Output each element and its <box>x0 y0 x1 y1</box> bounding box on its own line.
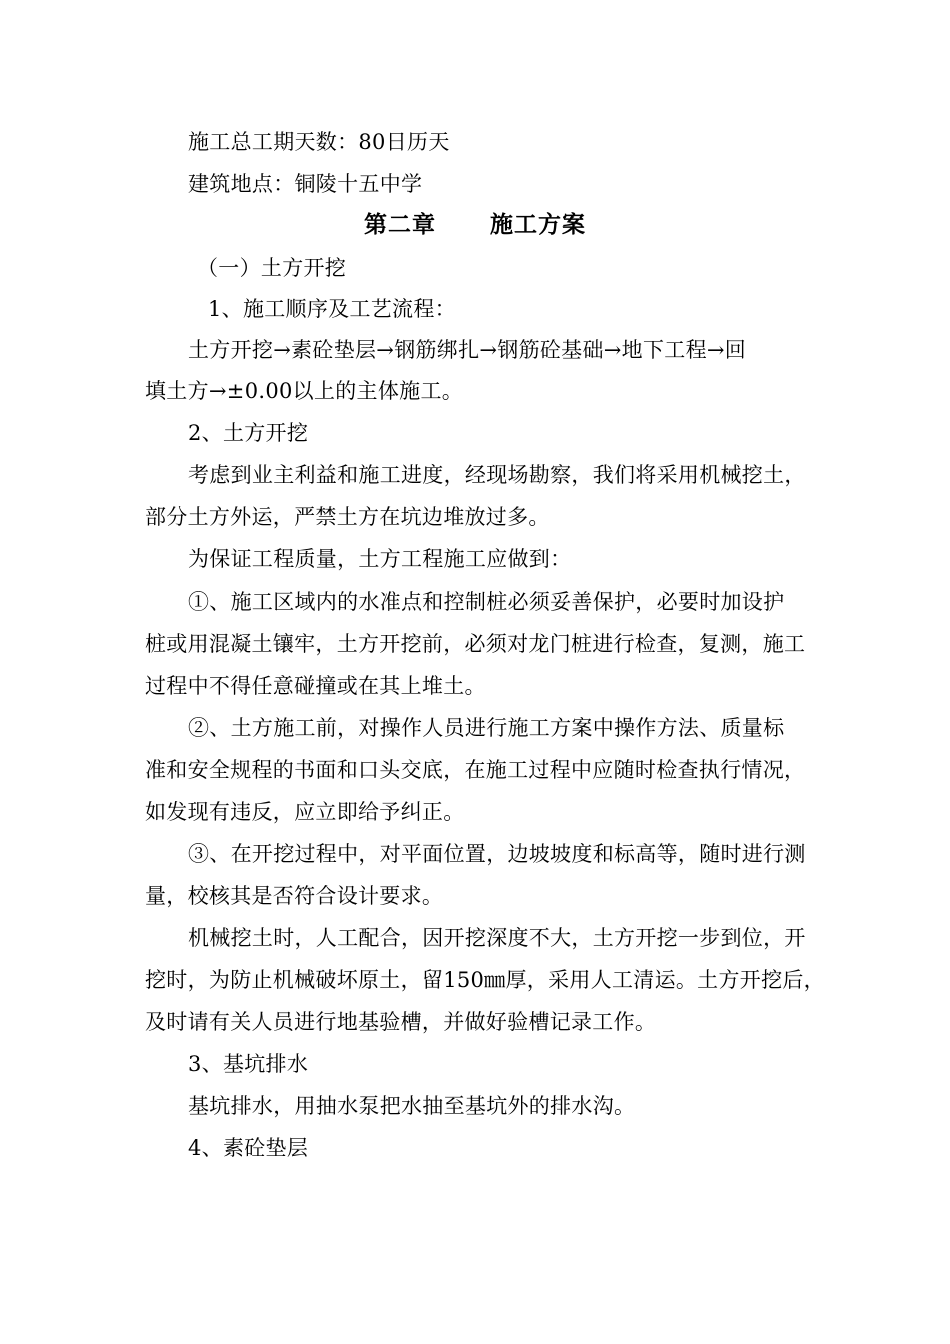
machine-line-1: 机械挖土时，人工配合，因开挖深度不大，土方开挖一步到位，开 <box>188 926 806 950</box>
rule-1-line-2: 桩或用混凝土镶牢，土方开挖前，必须对龙门桩进行检查，复测，施工 <box>145 632 806 656</box>
machine-line-3: 及时请有关人员进行地基验槽，并做好验槽记录工作。 <box>145 1010 657 1034</box>
schedule-line: 施工总工期天数：80日历天 <box>188 130 450 154</box>
drainage-line: 基坑排水，用抽水泵把水抽至基坑外的排水沟。 <box>188 1094 636 1118</box>
chapter-heading: 第二章 施工方案 <box>363 211 587 238</box>
item-3-title: 3、基坑排水 <box>188 1052 309 1076</box>
item-1-title: 1、施工顺序及工艺流程： <box>208 297 456 321</box>
rule-3-line-1: ③、在开挖过程中，对平面位置，边坡坡度和标高等，随时进行测 <box>188 842 806 866</box>
para-quality: 为保证工程质量，土方工程施工应做到： <box>188 547 572 571</box>
flow-line-2: 填土方→±0.00以上的主体施工。 <box>145 379 464 403</box>
item-2-title: 2、土方开挖 <box>188 421 309 445</box>
rule-3-line-2: 量，校核其是否符合设计要求。 <box>145 884 444 908</box>
flow-line-1: 土方开挖→素砼垫层→钢筋绑扎→钢筋砼基础→地下工程→回 <box>188 338 747 362</box>
para-consider-line-1: 考虑到业主利益和施工进度，经现场勘察，我们将采用机械挖土， <box>188 463 806 487</box>
rule-1-line-1: ①、施工区域内的水准点和控制桩必须妥善保护，必要时加设护 <box>188 590 785 614</box>
location-line: 建筑地点：铜陵十五中学 <box>188 172 423 196</box>
item-4-title: 4、素砼垫层 <box>188 1136 309 1160</box>
section-title: （一）土方开挖 <box>197 256 347 280</box>
rule-2-line-3: 如发现有违反，应立即给予纠正。 <box>145 800 465 824</box>
rule-2-line-1: ②、土方施工前，对操作人员进行施工方案中操作方法、质量标 <box>188 716 785 740</box>
rule-2-line-2: 准和安全规程的书面和口头交底，在施工过程中应随时检查执行情况， <box>145 758 806 782</box>
para-consider-line-2: 部分土方外运，严禁土方在坑边堆放过多。 <box>145 505 550 529</box>
rule-1-line-3: 过程中不得任意碰撞或在其上堆土。 <box>145 674 486 698</box>
machine-line-2: 挖时，为防止机械破坏原土，留150㎜厚，采用人工清运。土方开挖后， <box>145 968 825 992</box>
